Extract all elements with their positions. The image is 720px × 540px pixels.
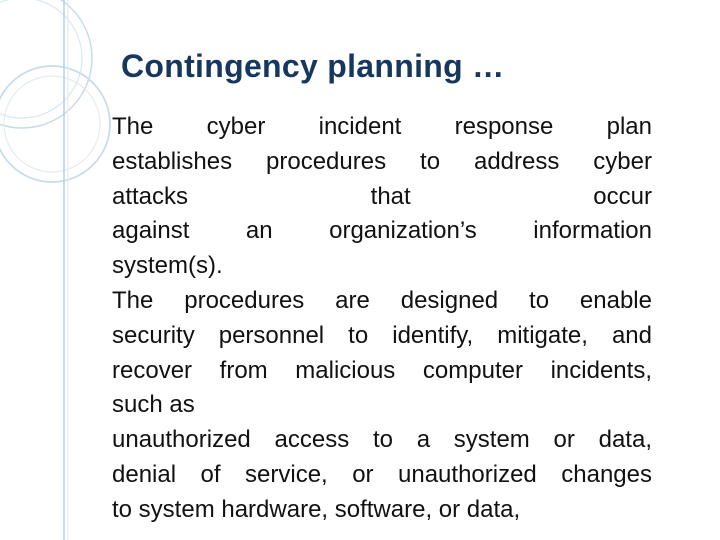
bullet-line: such as bbox=[112, 391, 195, 419]
deco-circle-inner bbox=[0, 0, 82, 118]
bullet-line: unauthorized access to a system or data, bbox=[112, 426, 652, 454]
slide-title: Contingency planning … bbox=[121, 48, 505, 84]
bullet-line: The procedures are designed to enable bbox=[112, 286, 652, 314]
bullet-line: recover from malicious computer incidents, bbox=[112, 356, 652, 384]
deco-circle-lower-inner bbox=[4, 76, 100, 172]
bullet-line: against an organization’s information bbox=[112, 217, 652, 245]
bullet-item bbox=[98, 423, 652, 527]
deco-circle-outer bbox=[0, 0, 92, 128]
bullet-line: The cyber incident response plan bbox=[112, 113, 652, 140]
bullet-line: system(s). bbox=[112, 252, 223, 280]
bullet-list bbox=[98, 110, 652, 528]
bullet-line: establishes procedures to address cyber bbox=[112, 147, 652, 175]
bullet-item bbox=[98, 284, 652, 423]
bullet-line: denial of service, or unauthorized changes bbox=[112, 460, 652, 488]
bullet-line: to system hardware, software, or data, bbox=[112, 495, 521, 523]
bullet-item bbox=[98, 110, 652, 284]
deco-circle-lower bbox=[0, 66, 110, 182]
bullet-line: security personnel to identify, mitigate, and bbox=[112, 321, 652, 349]
bullet-line: attacks that occur bbox=[112, 182, 652, 210]
